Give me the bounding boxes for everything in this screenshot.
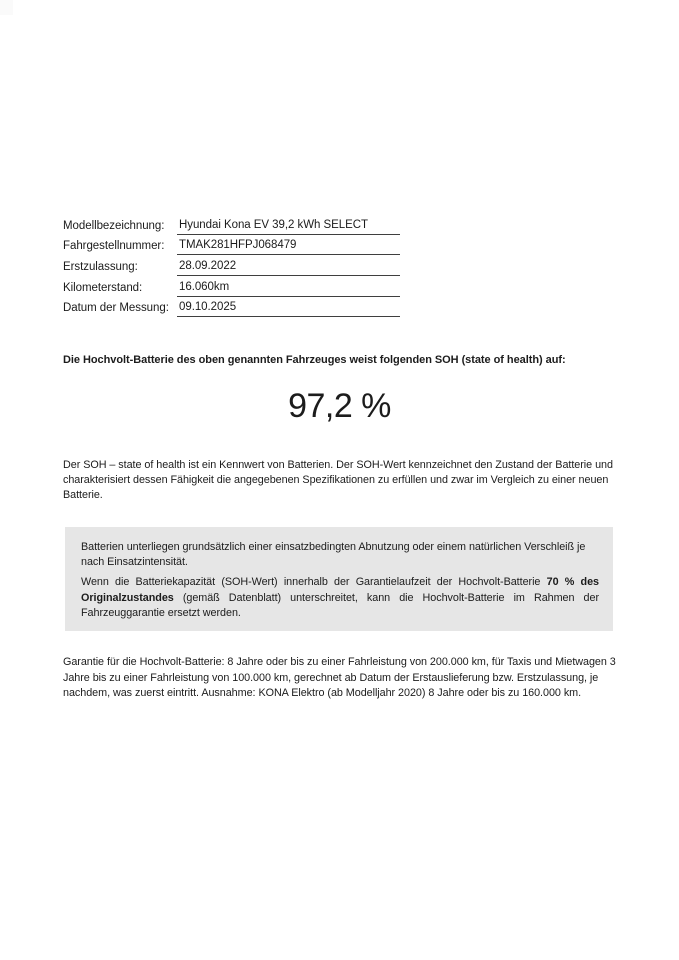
warranty-note: Garantie für die Hochvolt-Batterie: 8 Jahre oder bis zu einer Fahrleistung von 200.000 km, für Taxis und Mietwagen 3 Jahre bis zu einer Fahrleistung von 100.000 km, gerechnet ab Datum der Erstauslieferung bzw. Erstzulassung, je nachdem, was zuerst eintritt. Ausnahme: KONA Elektro (ab Modelljahr 2020) 8 Jahre oder bis zu 160.000 km. xyxy=(63,656,616,699)
field-value: 28.09.2022 xyxy=(177,260,400,276)
field-label: Modellbezeichnung: xyxy=(63,219,165,232)
field-label: Erstzulassung: xyxy=(63,261,138,274)
form-row-datum-der-messung xyxy=(63,297,400,318)
form-row-erstzulassung xyxy=(63,255,400,276)
field-value: Hyundai Kona EV 39,2 kWh SELECT xyxy=(177,219,400,235)
soh-value: 97,2 % xyxy=(288,387,391,425)
notice-paragraph-2-bold: 70 % des Originalzustandes xyxy=(81,576,599,604)
vehicle-data-form xyxy=(63,214,400,317)
form-row-fahrgestellnummer xyxy=(63,235,400,256)
field-label: Fahrgestellnummer: xyxy=(63,240,165,253)
form-row-kilometerstand xyxy=(63,276,400,297)
notice-box xyxy=(65,527,613,631)
notice-paragraph-2 xyxy=(81,575,599,621)
field-value: TMAK281HFPJ068479 xyxy=(177,239,400,255)
soh-definition: Der SOH – state of health ist ein Kennwert von Batterien. Der SOH-Wert kennzeichnet den Zustand der Batterie und charakterisiert dessen Fähigkeit die angegebenen Spezifikationen zu erfüllen und zwar im Vergleich zu einer neuen Batterie. xyxy=(63,459,613,501)
notice-paragraph-1: Batterien unterliegen grundsätzlich einer einsatzbedingten Abnutzung oder einem natürlichen Verschleiß je nach Einsatzintensität. xyxy=(81,541,586,569)
notice-paragraph-2-prefix: Wenn die Batteriekapazität (SOH-Wert) innerhalb der Garantielaufzeit der Hochvolt-Batterie xyxy=(81,576,547,589)
field-label: Datum der Messung: xyxy=(63,302,169,315)
field-value: 09.10.2025 xyxy=(177,301,400,317)
field-label: Kilometerstand: xyxy=(63,281,143,294)
notice-paragraph-2-suffix: (gemäß Datenblatt) unterschreitet, kann die Hochvolt-Batterie im Rahmen der Fahrzeuggarantie ersetzt werden. xyxy=(81,591,599,619)
scan-artifact xyxy=(0,0,13,15)
soh-statement: Die Hochvolt-Batterie des oben genannten Fahrzeuges weist folgenden SOH (state of health) auf: xyxy=(63,354,566,366)
form-row-modellbezeichnung xyxy=(63,214,400,235)
field-value: 16.060km xyxy=(177,281,400,297)
